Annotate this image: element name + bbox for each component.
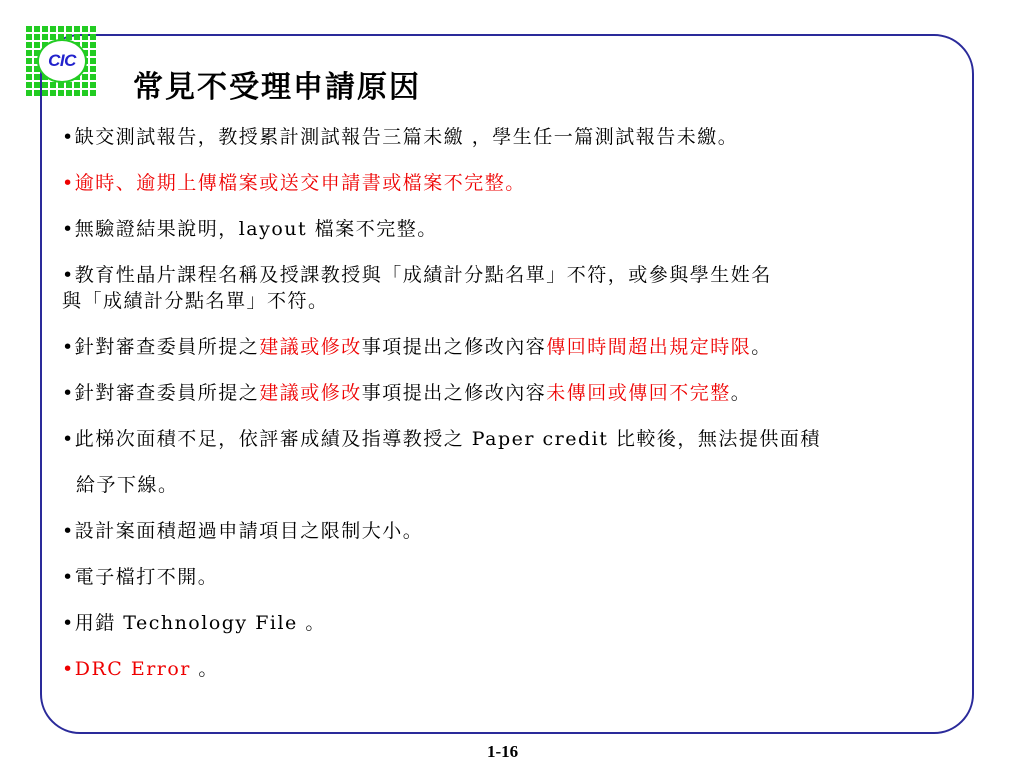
logo-grid-square [74,82,80,88]
logo-grid-square [42,90,48,96]
item-text: 事項提出之修改內容 [361,336,547,358]
logo-grid-square [26,90,32,96]
list-item [62,334,962,360]
logo-grid-square [42,82,48,88]
page-number: 1-16 [487,742,519,761]
logo-grid-square [26,34,32,40]
item-highlight: 建議或修改 [259,336,362,358]
item-text: •電子檔打不開。 [62,566,219,588]
logo-grid-square [82,74,88,80]
logo-grid-square [82,82,88,88]
logo-grid-square [90,58,96,64]
item-text-line-2: 與「成績計分點名單」不符。 [62,290,329,312]
logo-grid-square [82,34,88,40]
list-item [62,610,962,636]
item-highlight: 傳回時間超出規定時限 [546,336,752,358]
logo-grid-square [66,82,72,88]
logo-grid-square [34,74,40,80]
item-text-line-2: 給予下線。 [76,474,179,496]
logo-grid-square [26,50,32,56]
list-item [62,262,962,314]
item-text: •無驗證結果說明，layout 檔案不完整。 [62,218,438,240]
logo-grid-square [90,90,96,96]
logo-grid-square [34,42,40,48]
logo-grid-square [42,34,48,40]
logo-grid-square [66,90,72,96]
logo-grid-square [90,34,96,40]
logo-grid-square [26,82,32,88]
item-text: 。 [751,336,772,358]
logo-grid-square [74,34,80,40]
item-text: •逾時、逾期上傳檔案或送交申請書或檔案不完整。 [62,172,526,194]
logo-grid-square [82,26,88,32]
logo-grid-square [82,42,88,48]
item-text: 事項提出之修改內容 [361,382,547,404]
list-item [62,518,962,544]
reason-list [62,124,962,702]
item-text: 。 [730,382,752,404]
logo-grid-square [34,34,40,40]
logo-grid-square [74,90,80,96]
logo-grid-square [90,26,96,32]
item-highlight: 建議或修改 [259,382,362,404]
list-item [62,216,962,242]
logo-grid-square [90,42,96,48]
item-text: •針對審查委員所提之 [62,382,260,404]
item-text: 。 [198,658,219,680]
item-text-line-1: •教育性晶片課程名稱及授課教授與「成績計分點名單」不符，或參與學生姓名 [62,264,772,286]
list-item [62,380,962,406]
item-text: •缺交測試報告，教授累計測試報告三篇未繳 ，學生任一篇測試報告未繳。 [62,126,739,148]
logo-grid-square [82,90,88,96]
cic-logo [26,26,98,98]
list-item [62,656,962,682]
item-highlight: 未傳回或傳回不完整 [546,382,731,404]
logo-grid-square [34,90,40,96]
logo-text: CIC [48,51,76,70]
logo-grid-square [26,66,32,72]
list-item [62,124,962,150]
logo-grid-square [66,26,72,32]
list-item [62,426,962,498]
logo-grid-square [26,26,32,32]
logo-grid-square [26,74,32,80]
item-text: •用錯 Technology File 。 [62,612,326,634]
logo-grid-square [58,26,64,32]
item-text: •針對審查委員所提之 [62,336,260,358]
item-text-line-1: •此梯次面積不足，依評審成績及指導教授之 Paper credit 比較後，無法提供面積 [62,428,821,450]
item-text: •設計案面積超過申請項目之限制大小。 [62,520,424,542]
logo-grid-square [50,82,56,88]
logo-grid-square [26,42,32,48]
logo-grid-square [34,82,40,88]
logo-grid-square [90,82,96,88]
logo-grid-square [50,26,56,32]
logo-grid-square [90,66,96,72]
logo-grid-square [90,50,96,56]
logo-grid-square [26,58,32,64]
item-highlight: •DRC Error [62,658,199,680]
logo-grid-square [90,74,96,80]
slide-title: 常見不受理申請原因 [133,70,421,105]
logo-grid-square [34,26,40,32]
list-item [62,564,962,590]
logo-grid-square [74,26,80,32]
logo-circle [37,39,87,83]
logo-grid-square [50,90,56,96]
list-item [62,170,962,196]
logo-grid-square [58,90,64,96]
logo-grid-square [42,26,48,32]
